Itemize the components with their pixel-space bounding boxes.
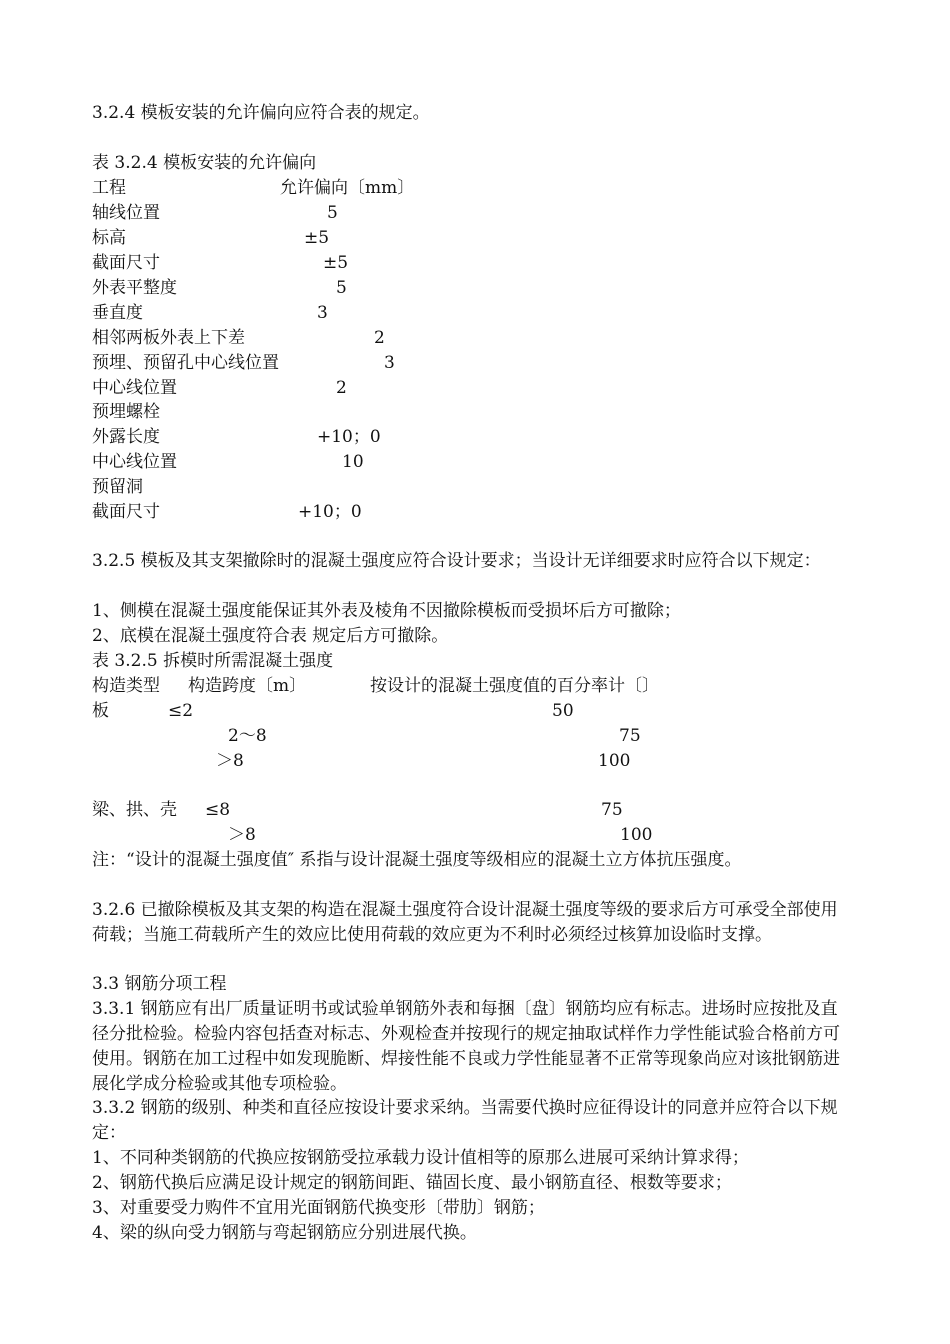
table-row-span: 2～8 — [228, 726, 267, 746]
table-row-percentage: 50 — [552, 701, 574, 721]
table-row-item: 垂直度 — [92, 303, 143, 323]
table-row-span: ＞8 — [216, 751, 244, 771]
table-row-item: 相邻两板外表上下差 — [92, 328, 245, 348]
table-row-value: 5 — [336, 278, 347, 298]
table-row-percentage: 75 — [619, 726, 641, 746]
table-3-2-5-caption: 表 3.2.5 拆模时所需混凝土强度 — [92, 651, 334, 671]
section-3-2-5-item-1: 1、侧模在混凝土强度能保证其外表及棱角不因撤除模板而受损坏后方可撤除； — [92, 601, 681, 621]
table-row-type: 板 — [92, 701, 109, 721]
table-row-item: 标高 — [92, 228, 126, 248]
table-row-value: +10；0 — [317, 427, 381, 447]
section-3-2-5-paragraph: 3.2.5 模板及其支架撤除时的混凝土强度应符合设计要求；当设计无详细要求时应符合以下规定： — [92, 551, 821, 571]
table-row-value: ±5 — [323, 253, 349, 273]
table-header-item: 工程 — [92, 178, 126, 198]
table-row-span: ≤2 — [168, 701, 194, 721]
table-row-item: 预留洞 — [92, 477, 143, 497]
section-3-3-2-item-1: 1、不同种类钢筋的代换应按钢筋受拉承载力设计值相等的原那么进展可采纳计算求得； — [92, 1148, 749, 1168]
table-row-item: 轴线位置 — [92, 203, 160, 223]
table-row-item: 外表平整度 — [92, 278, 177, 298]
table-row-value: 2 — [374, 328, 385, 348]
section-3-3-1-paragraph: 3.3.1 钢筋应有出厂质量证明书或试验单钢筋外表和每捆〔盘〕钢筋均应有标志。进场时应按批及直径分批检验。检验内容包括查对标志、外观检查并按现行的规定抽取试样作力学性能试验合格前方可使用。钢筋在加工过程中如发现脆断、焊接性能不良或力学性能显著不正常等现象尚应对该批钢筋进展化学成分检验或其他专项检验。 — [92, 999, 840, 1094]
table-row-value: 10 — [342, 452, 364, 472]
section-3-2-4-heading: 3.2.4 模板安装的允许偏向应符合表的规定。 — [92, 103, 430, 123]
table-row-value: 3 — [384, 353, 395, 373]
table-row-item: 预埋螺栓 — [92, 402, 160, 422]
section-3-3-2-paragraph: 3.3.2 钢筋的级别、种类和直径应按设计要求采纳。当需要代换时应征得设计的同意并应符合以下规定： — [92, 1098, 838, 1143]
table-row-value: ±5 — [304, 228, 330, 248]
table-3-2-4-caption: 表 3.2.4 模板安装的允许偏向 — [92, 153, 317, 173]
table-header-type: 构造类型 — [92, 676, 160, 696]
table-row-value: +10；0 — [298, 502, 362, 522]
table-row-item: 截面尺寸 — [92, 502, 160, 522]
table-row-item: 中心线位置 — [92, 452, 177, 472]
table-row-item: 外露长度 — [92, 427, 160, 447]
table-row-percentage: 100 — [598, 751, 631, 771]
table-row-item: 中心线位置 — [92, 378, 177, 398]
table-header-value: 允许偏向〔mm〕 — [280, 178, 415, 198]
table-row-percentage: 100 — [620, 825, 653, 845]
section-3-3-heading: 3.3 钢筋分项工程 — [92, 974, 227, 994]
table-row-percentage: 75 — [601, 800, 623, 820]
table-row-value: 3 — [317, 303, 328, 323]
table-row-type: 梁、拱、壳 — [92, 800, 177, 820]
table-row-span: ≤8 — [205, 800, 231, 820]
table-row-value: 5 — [327, 203, 338, 223]
table-3-2-5-note: 注：“设计的混凝土强度值″ 系指与设计混凝土强度等级相应的混凝土立方体抗压强度。 — [92, 850, 742, 870]
table-row-item: 预埋、预留孔中心线位置 — [92, 353, 279, 373]
table-row-value: 2 — [336, 378, 347, 398]
section-3-2-6-paragraph: 3.2.6 已撤除模板及其支架的构造在混凝土强度符合设计混凝土强度等级的要求后方可承受全部使用荷载；当施工荷载所产生的效应比使用荷载的效应更为不利时必须经过核算加设临时支撑。 — [92, 900, 838, 945]
section-3-3-2-item-3: 3、对重要受力购件不宜用光面钢筋代换变形〔带肋〕钢筋； — [92, 1198, 545, 1218]
table-header-span: 构造跨度〔m〕 — [188, 676, 307, 696]
section-3-3-2-item-4: 4、梁的纵向受力钢筋与弯起钢筋应分别进展代换。 — [92, 1223, 477, 1243]
section-3-2-5-item-2: 2、底模在混凝土强度符合表 规定后方可撤除。 — [92, 626, 449, 646]
table-row-span: ＞8 — [228, 825, 256, 845]
table-row-item: 截面尺寸 — [92, 253, 160, 273]
section-3-3-2-item-2: 2、钢筋代换后应满足设计规定的钢筋间距、锚固长度、最小钢筋直径、根数等要求； — [92, 1173, 732, 1193]
table-header-percentage: 按设计的混凝土强度值的百分率计〔〕 — [370, 676, 659, 696]
